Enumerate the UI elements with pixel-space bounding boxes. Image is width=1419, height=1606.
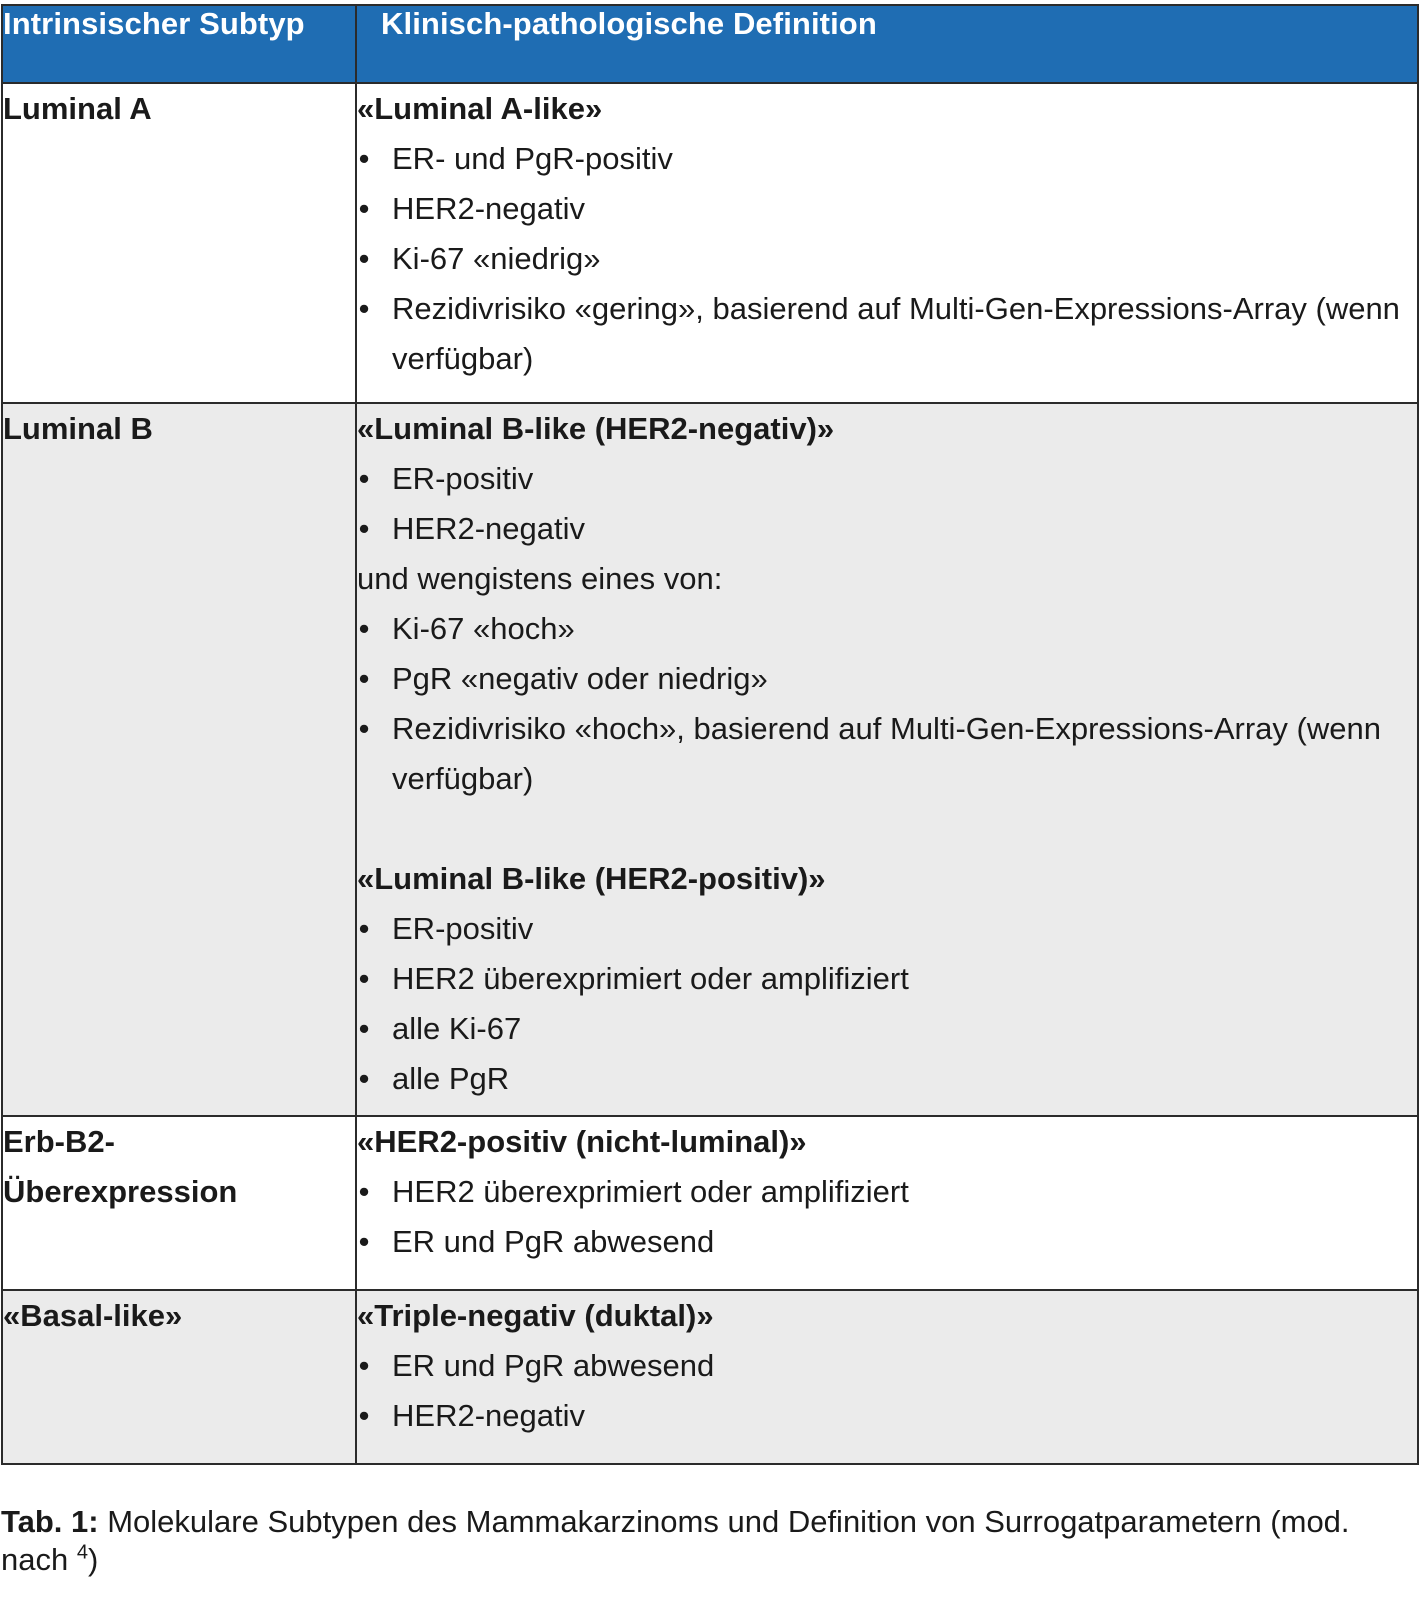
- bullet-dot-icon: •: [358, 911, 370, 946]
- bullet-dot-icon: •: [358, 1348, 370, 1383]
- list-item: • ER und PgR abwesend: [357, 1341, 1417, 1391]
- list-item: • HER2 überexprimiert oder amplifiziert: [357, 1167, 1417, 1217]
- definition-cell: [356, 403, 1418, 1116]
- bullet-dot-icon: •: [358, 661, 370, 696]
- bullet-dot-icon: •: [358, 141, 370, 176]
- list-item: • HER2-negativ: [357, 504, 1417, 554]
- bullet-dot-icon: •: [358, 1398, 370, 1433]
- header-subtype: Intrinsischer Subtyp: [2, 5, 356, 83]
- definition-cell: [356, 1116, 1418, 1290]
- group-title: «Triple-negativ (duktal)»: [357, 1298, 714, 1333]
- bullet-list: [357, 1167, 1417, 1267]
- bullet-dot-icon: •: [358, 1061, 370, 1096]
- list-item: • Ki-67 «niedrig»: [357, 234, 1417, 284]
- definition-cell: [356, 83, 1418, 403]
- bullet-list: [357, 604, 1417, 804]
- bullet-dot-icon: •: [358, 1224, 370, 1259]
- bullet-list: [357, 454, 1417, 554]
- caption-reference: 4: [76, 1541, 88, 1564]
- list-item: • PgR «negativ oder niedrig»: [357, 654, 1417, 704]
- list-item: • HER2-negativ: [357, 1391, 1417, 1441]
- table-row: [2, 1290, 1418, 1464]
- bullet-list: [357, 134, 1417, 384]
- bullet-dot-icon: •: [358, 1011, 370, 1046]
- table-header-row: [2, 5, 1418, 83]
- bullet-dot-icon: •: [358, 961, 370, 996]
- subtype-table: [1, 4, 1419, 1465]
- subtype-label: Luminal B: [3, 411, 153, 446]
- subtype-cell: [2, 83, 356, 403]
- subtype-label-line: Erb-B2-: [3, 1124, 115, 1159]
- group-title: «Luminal A-like»: [357, 91, 603, 126]
- group-title: «Luminal B-like (HER2-positiv)»: [357, 861, 826, 896]
- subtype-label: Luminal A: [3, 91, 152, 126]
- group-title: «HER2-positiv (nicht-luminal)»: [357, 1124, 807, 1159]
- bullet-dot-icon: •: [358, 241, 370, 276]
- list-item: • alle Ki-67: [357, 1004, 1417, 1054]
- definition-cell: [356, 1290, 1418, 1464]
- list-item: • Ki-67 «hoch»: [357, 604, 1417, 654]
- bullet-dot-icon: •: [358, 711, 370, 746]
- bullet-dot-icon: •: [358, 1174, 370, 1209]
- list-item: • Rezidivrisiko «gering», basierend auf Multi-Gen-Expressions-Array (wenn verfügbar): [357, 284, 1417, 384]
- bullet-dot-icon: •: [358, 461, 370, 496]
- table-caption: [1, 1503, 1401, 1579]
- table-row: [2, 403, 1418, 1116]
- bullet-list: [357, 904, 1417, 1104]
- list-item: • ER-positiv: [357, 904, 1417, 954]
- subtype-label: «Basal-like»: [3, 1298, 183, 1333]
- list-item: • HER2 überexprimiert oder amplifiziert: [357, 954, 1417, 1004]
- list-item: • ER- und PgR-positiv: [357, 134, 1417, 184]
- list-item: • Rezidivrisiko «hoch», basierend auf Multi-Gen-Expressions-Array (wenn verfügbar): [357, 704, 1417, 804]
- bullet-dot-icon: •: [358, 191, 370, 226]
- bullet-dot-icon: •: [358, 511, 370, 546]
- list-item: • HER2-negativ: [357, 184, 1417, 234]
- caption-label: Tab. 1:: [1, 1504, 99, 1539]
- list-item: • ER und PgR abwesend: [357, 1217, 1417, 1267]
- table-row: [2, 83, 1418, 403]
- list-item: • alle PgR: [357, 1054, 1417, 1104]
- list-item: • ER-positiv: [357, 454, 1417, 504]
- caption-close: ): [87, 1542, 99, 1577]
- subtype-label-line: Überexpression: [3, 1174, 238, 1209]
- bullet-dot-icon: •: [358, 291, 370, 326]
- bullet-dot-icon: •: [358, 611, 370, 646]
- subtype-cell: [2, 1290, 356, 1464]
- table-row: [2, 1116, 1418, 1290]
- bullet-list: [357, 1341, 1417, 1441]
- caption-text: Molekulare Subtypen des Mammakarzinoms und Definition von Surrogatparametern (mod. nach: [1, 1504, 1350, 1577]
- subtype-cell: [2, 1116, 356, 1290]
- subtype-cell: [2, 403, 356, 1116]
- header-definition: Klinisch-pathologische Definition: [356, 5, 1418, 83]
- group-note: und wengistens eines von:: [357, 561, 723, 596]
- group-title: «Luminal B-like (HER2-negativ)»: [357, 411, 835, 446]
